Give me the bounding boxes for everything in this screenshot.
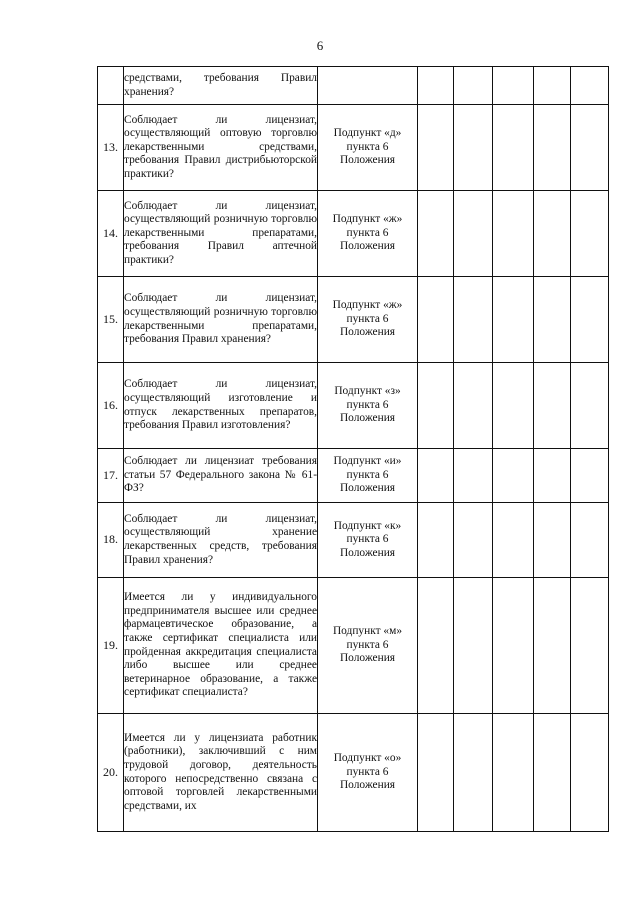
answer-cell <box>454 449 493 503</box>
answer-cell <box>418 67 454 105</box>
legal-reference: Подпункт «о» пункта 6 Положения <box>318 714 418 832</box>
legal-reference <box>318 67 418 105</box>
answer-cell <box>493 363 534 449</box>
row-number: 19. <box>98 578 124 714</box>
answer-cell <box>493 67 534 105</box>
answer-cell <box>418 714 454 832</box>
requirement-question: Соблюдает ли лицензиат, осуществляющий хранение лекарственных средств, требования Правил хранения? <box>124 503 318 578</box>
requirement-question: Соблюдает ли лицензиат, осуществляющий оптовую торговлю лекарственными средствами, требования Правил дистрибьюторской практики? <box>124 105 318 191</box>
requirement-question: Соблюдает ли лицензиат требования статьи 57 Федерального закона № 61-ФЗ? <box>124 449 318 503</box>
answer-cell <box>571 449 609 503</box>
requirement-question: Имеется ли у индивидуального предпринимателя высшее или среднее фармацевтическое образование, а также сертификат специалиста или пройденная аккредитация специалиста либо высшее или среднее ветеринарное образование, а также сертификат специалиста? <box>124 578 318 714</box>
answer-cell <box>534 503 571 578</box>
answer-cell <box>571 503 609 578</box>
checklist-table <box>97 66 609 832</box>
answer-cell <box>454 578 493 714</box>
table-row <box>98 503 609 578</box>
answer-cell <box>571 105 609 191</box>
answer-cell <box>418 449 454 503</box>
answer-cell <box>571 578 609 714</box>
legal-reference: Подпункт «з» пункта 6 Положения <box>318 363 418 449</box>
legal-reference: Подпункт «и» пункта 6 Положения <box>318 449 418 503</box>
row-number: 13. <box>98 105 124 191</box>
answer-cell <box>418 191 454 277</box>
table-row <box>98 578 609 714</box>
table-row <box>98 277 609 363</box>
answer-cell <box>493 503 534 578</box>
answer-cell <box>493 714 534 832</box>
answer-cell <box>418 503 454 578</box>
answer-cell <box>571 714 609 832</box>
answer-cell <box>534 578 571 714</box>
answer-cell <box>493 578 534 714</box>
answer-cell <box>534 363 571 449</box>
answer-cell <box>534 191 571 277</box>
row-number: 16. <box>98 363 124 449</box>
answer-cell <box>493 277 534 363</box>
answer-cell <box>454 67 493 105</box>
answer-cell <box>454 105 493 191</box>
answer-cell <box>571 277 609 363</box>
table-row <box>98 714 609 832</box>
answer-cell <box>454 503 493 578</box>
answer-cell <box>571 67 609 105</box>
page-number: 6 <box>316 38 324 53</box>
answer-cell <box>534 67 571 105</box>
table-row <box>98 67 609 105</box>
answer-cell <box>454 277 493 363</box>
row-number: 17. <box>98 449 124 503</box>
row-number: 20. <box>98 714 124 832</box>
answer-cell <box>571 191 609 277</box>
answer-cell <box>534 449 571 503</box>
legal-reference: Подпункт «ж» пункта 6 Положения <box>318 191 418 277</box>
answer-cell <box>493 105 534 191</box>
requirement-question: Имеется ли у лицензиата работник (работники), заключивший с ним трудовой договор, деятельность которого непосредственно связана с оптовой торговлей лекарственными средствами, их <box>124 714 318 832</box>
requirement-question: средствами, требования Правил хранения? <box>124 67 318 105</box>
table-row <box>98 105 609 191</box>
answer-cell <box>534 714 571 832</box>
row-number <box>98 67 124 105</box>
answer-cell <box>454 714 493 832</box>
answer-cell <box>454 191 493 277</box>
legal-reference: Подпункт «м» пункта 6 Положения <box>318 578 418 714</box>
table-row <box>98 363 609 449</box>
answer-cell <box>493 449 534 503</box>
legal-reference: Подпункт «к» пункта 6 Положения <box>318 503 418 578</box>
row-number: 14. <box>98 191 124 277</box>
answer-cell <box>418 578 454 714</box>
legal-reference: Подпункт «ж» пункта 6 Положения <box>318 277 418 363</box>
answer-cell <box>418 277 454 363</box>
answer-cell <box>534 277 571 363</box>
table-row <box>98 449 609 503</box>
answer-cell <box>418 363 454 449</box>
requirement-question: Соблюдает ли лицензиат, осуществляющий розничную торговлю лекарственными препаратами, требования Правил аптечной практики? <box>124 191 318 277</box>
row-number: 15. <box>98 277 124 363</box>
answer-cell <box>493 191 534 277</box>
legal-reference: Подпункт «д» пункта 6 Положения <box>318 105 418 191</box>
row-number: 18. <box>98 503 124 578</box>
answer-cell <box>454 363 493 449</box>
table-row <box>98 191 609 277</box>
answer-cell <box>418 105 454 191</box>
answer-cell <box>571 363 609 449</box>
requirement-question: Соблюдает ли лицензиат, осуществляющий розничную торговлю лекарственными препаратами, требования Правил хранения? <box>124 277 318 363</box>
requirement-question: Соблюдает ли лицензиат, осуществляющий изготовление и отпуск лекарственных препаратов, требования Правил изготовления? <box>124 363 318 449</box>
answer-cell <box>534 105 571 191</box>
